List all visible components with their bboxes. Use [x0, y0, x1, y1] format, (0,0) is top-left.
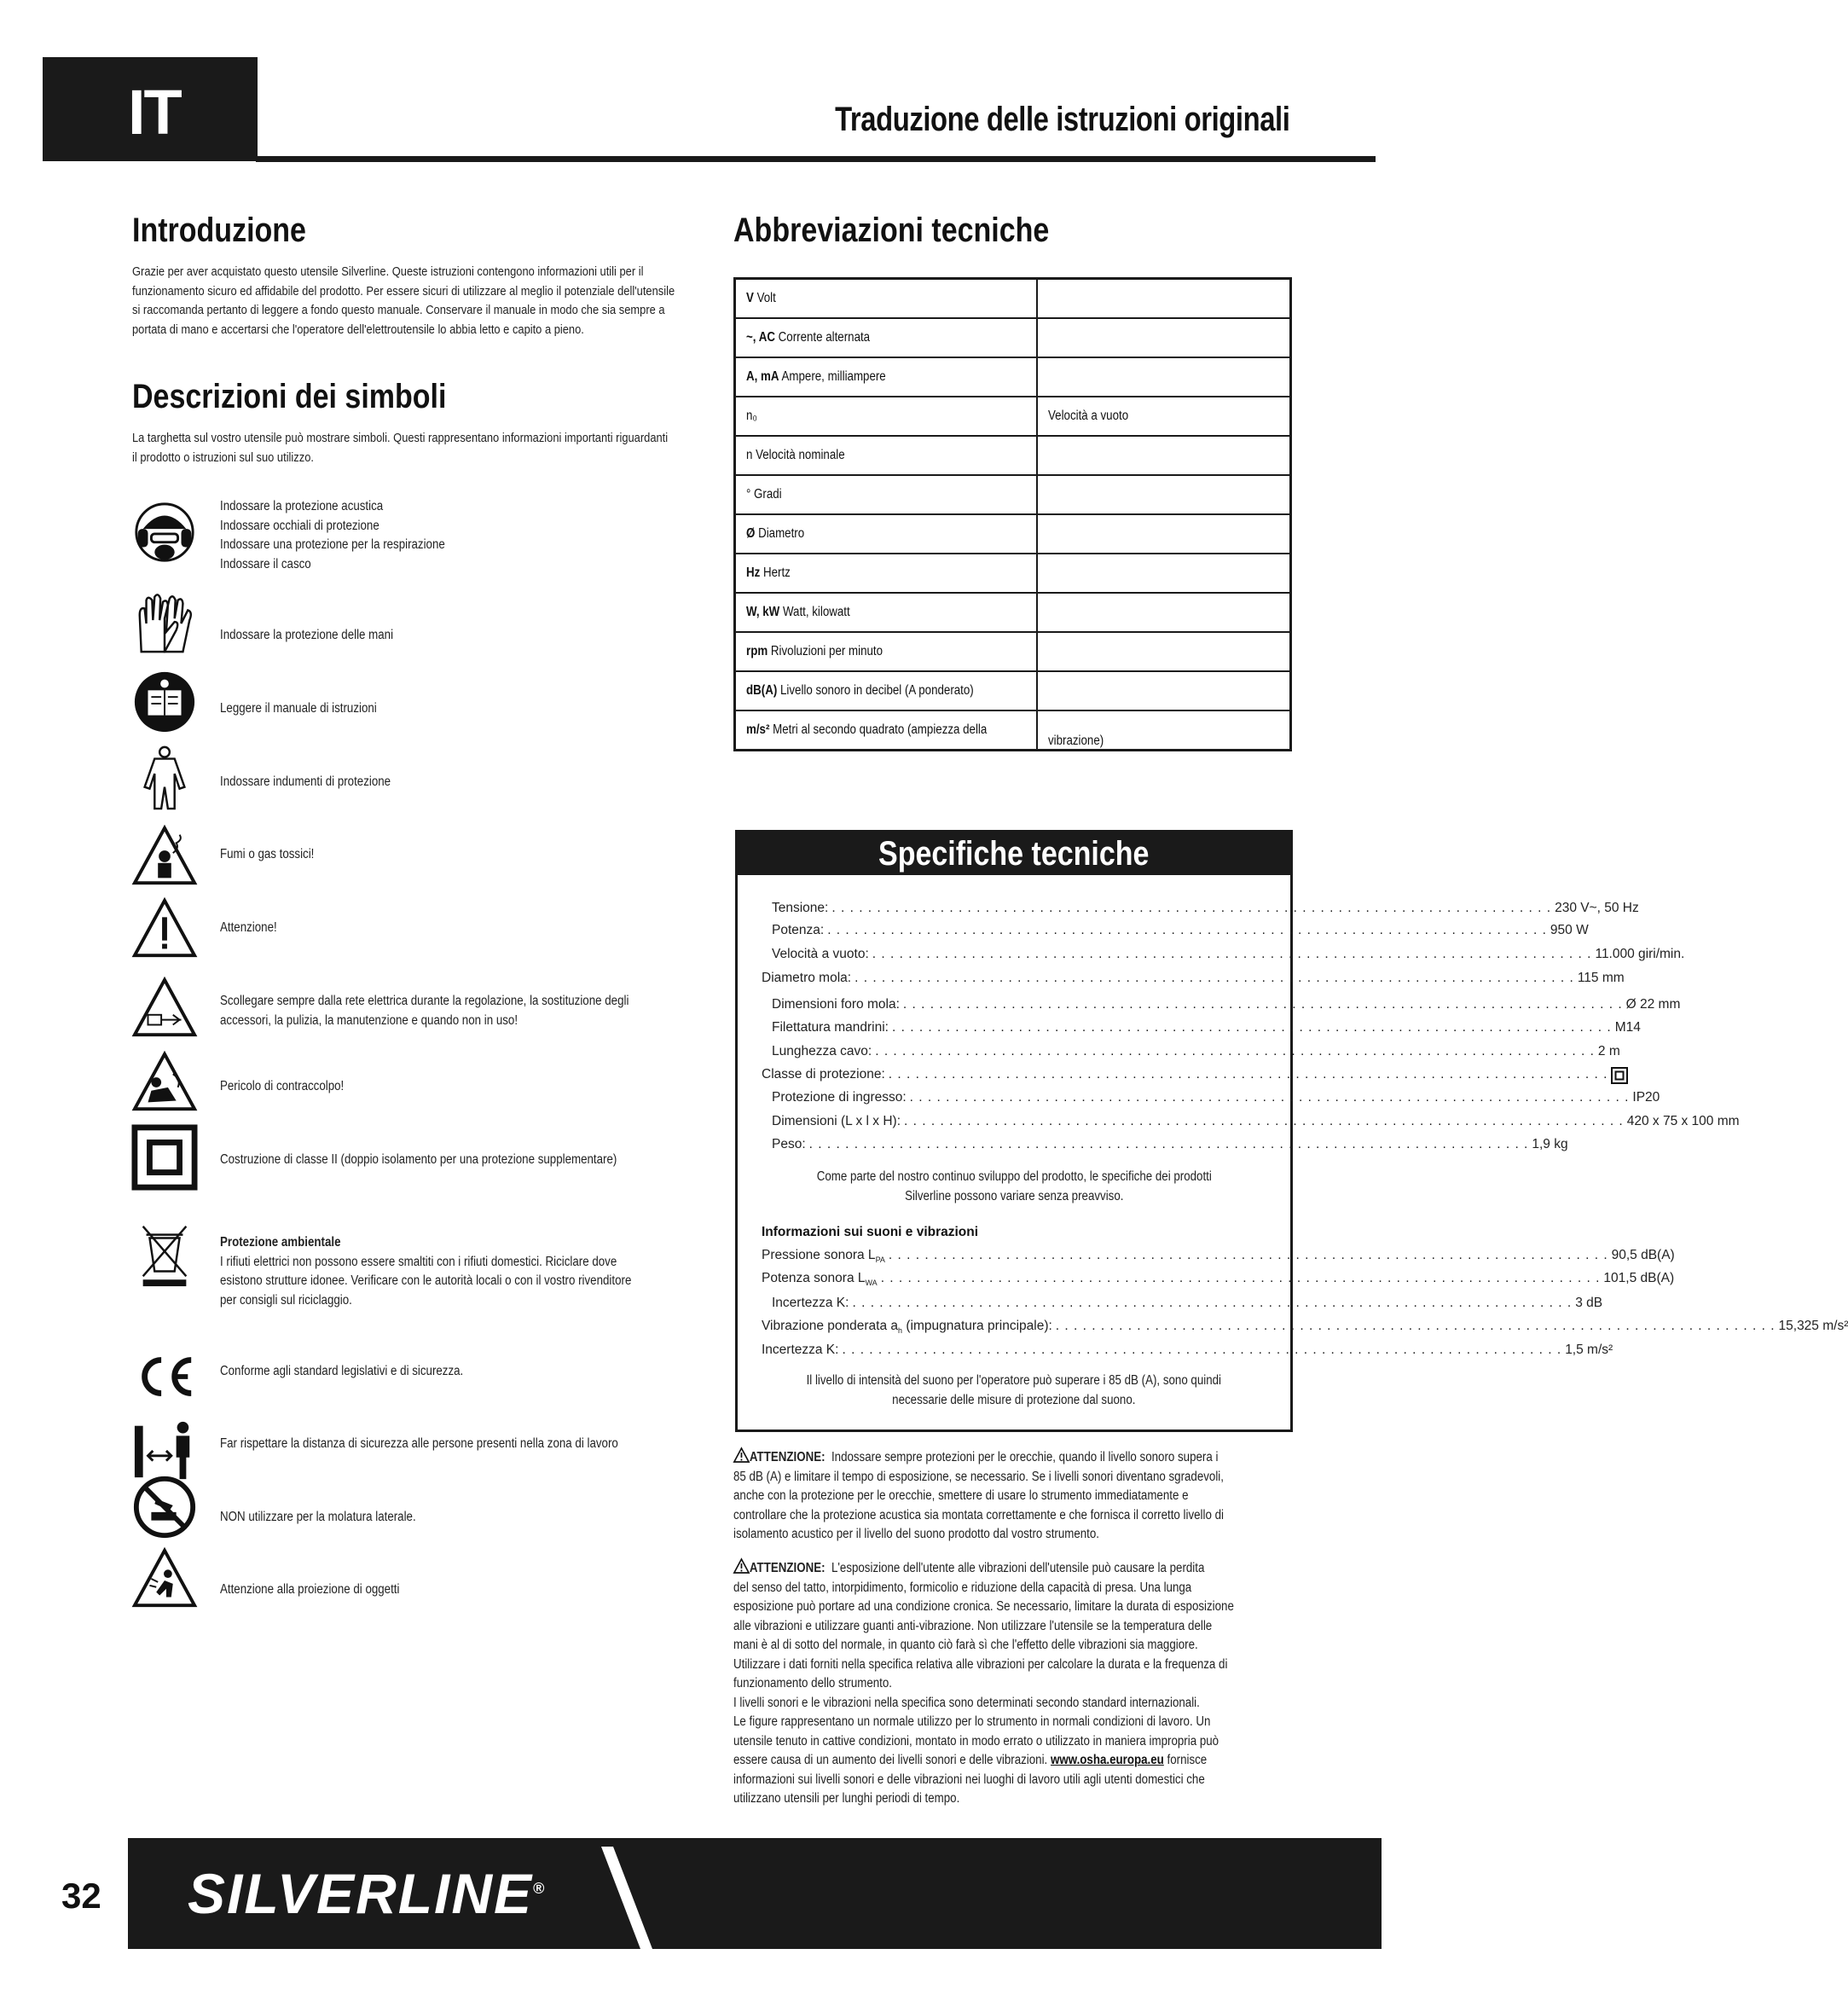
- warning-line: funzionamento dello strumento.: [733, 1676, 893, 1691]
- symbol-description: [220, 1362, 668, 1382]
- spec-label: Pressione sonora L: [762, 1248, 876, 1262]
- abbr-term: W, kW Watt, kilowatt: [735, 593, 1038, 632]
- abbr-meaning: [1037, 318, 1290, 357]
- footer-divider: [128, 1838, 135, 1949]
- spec-label-suffix: $_h$ (impugnatura principale):: [898, 1319, 1052, 1336]
- gloves-icon: [131, 590, 198, 657]
- abbr-term: m/s² Metri al secondo quadrato (ampiezza della: [735, 710, 1038, 751]
- abbr-meaning: [1037, 436, 1290, 475]
- intro-heading: Introduzione: [132, 212, 306, 249]
- silverline-logo: [188, 1861, 546, 1926]
- abbr-meaning: [1037, 279, 1290, 319]
- abbr-row: [735, 436, 1291, 475]
- abbr-meaning: [1037, 554, 1290, 593]
- symbol-line: Costruzione di classe II (doppio isolamento per una protezione supplementare): [220, 1152, 617, 1167]
- spec-label: Protezione di ingresso:: [772, 1090, 907, 1105]
- specs-box: [735, 830, 1848, 1432]
- leader-dots: . . . . . . . . . . . . . . . . . . . . . . . . . . . . . . . . . . . . . . . . . . . . . . . . . . . . . . . . . . . . . . . . . . . . . . . . . . . . . . . .: [875, 1044, 1595, 1058]
- abbr-row: [735, 318, 1291, 357]
- symbol-line: I rifiuti elettrici non possono essere smaltiti con i rifiuti domestici. Riciclare dove: [220, 1254, 617, 1269]
- spec-value: 15,325 m/s²: [1778, 1319, 1848, 1333]
- projection-icon: [131, 1546, 198, 1612]
- abbr-row: [735, 397, 1291, 436]
- spec-label: Incertezza K:: [772, 1296, 849, 1310]
- spec-row: [772, 1044, 1620, 1059]
- intro-text: Grazie per aver acquistato questo utensile Silverline. Queste istruzioni contengono informazioni utili per il funzionamento sicuro ed affidabile del prodotto. Per essere sicuri di utilizzare al meglio il potenziale dell'utensile si raccomanda pertanto di leggere a fondo questo manuale. Conservare il manuale in modo che sia sempre a portata di mano e accertarsi che l'operatore dell'elettroutensile lo abbia letto e capito a pieno.: [132, 264, 675, 337]
- spec-value: [1611, 1067, 1628, 1088]
- warning-line: informazioni sui livelli sonori e delle vibrazioni nei luoghi di lavoro utili agli utenti domestici che: [733, 1772, 1205, 1787]
- abbr-term: n₀: [735, 397, 1038, 436]
- abbr-meaning: [1037, 593, 1290, 632]
- leader-dots: . . . . . . . . . . . . . . . . . . . . . . . . . . . . . . . . . . . . . . . . . . . . . . . . . . . . . . . . . . . . . . . . . . . . . . . . . . . . . . . .: [891, 1020, 1612, 1035]
- abbr-meaning: [1037, 671, 1290, 710]
- logo-slash-graphic: [601, 1847, 669, 1949]
- spec-row: [772, 1296, 1603, 1311]
- abbr-row: [735, 632, 1291, 671]
- warning-triangle-icon: [733, 1558, 750, 1574]
- spec-value: 230 V~, 50 Hz: [1555, 901, 1639, 915]
- spec-row: [772, 1020, 1641, 1035]
- symbol-line: per consigli sul riciclaggio.: [220, 1292, 352, 1308]
- warning-label: ATTENZIONE:: [749, 1561, 826, 1575]
- abbr-term: V Volt: [735, 279, 1038, 319]
- symbol-description: [220, 919, 668, 938]
- spec-label: Classe di protezione:: [762, 1067, 885, 1082]
- page-number: 32: [61, 1876, 101, 1916]
- class-ii-icon: [1611, 1067, 1628, 1084]
- warning-line: Le figure rappresentano un normale utilizzo per lo strumento in normali condizioni di lavoro. Un: [733, 1714, 1211, 1729]
- spec-row: [772, 997, 1681, 1012]
- spec-value: 115 mm: [1577, 971, 1625, 985]
- abbr-term: Hz Hertz: [735, 554, 1038, 593]
- spec-value: IP20: [1632, 1090, 1660, 1105]
- spec-row: [772, 923, 1589, 938]
- leader-dots: . . . . . . . . . . . . . . . . . . . . . . . . . . . . . . . . . . . . . . . . . . . . . . . . . . . . . . . . . . . . . . . . . . . . . . . . . . . . . . . .: [831, 901, 1552, 915]
- abbr-meaning: [1037, 514, 1290, 554]
- symbol-description: [220, 1508, 668, 1528]
- warning-noise: [733, 1447, 1288, 1545]
- header-rule: [256, 156, 1376, 162]
- spec-value: 90,5 dB(A): [1611, 1248, 1675, 1262]
- spec-value: 1,9 kg: [1532, 1137, 1568, 1151]
- warning-line: esposizione può portare ad una condizione cronica. Se necessario, limitare la durata di esposizione: [733, 1599, 1234, 1614]
- symbol-line: Far rispettare la distanza di sicurezza alle persone presenti nella zona di lavoro: [220, 1436, 618, 1451]
- osha-link[interactable]: www.osha.europa.eu: [1050, 1753, 1164, 1767]
- abbr-meaning: Velocità a vuoto: [1037, 397, 1290, 436]
- spec-value: 1,5 m/s²: [1565, 1343, 1613, 1357]
- spec-label: Potenza sonora L: [762, 1271, 866, 1285]
- spec-label-suffix: [866, 1271, 878, 1287]
- warning-line: Utilizzare i dati forniti nella specifica relativa alle vibrazioni per calcolare la durata e la frequenza di: [733, 1656, 1228, 1672]
- spec-row: [762, 1319, 1848, 1336]
- logo-registered: ®: [533, 1880, 547, 1897]
- spec-label: Dimensioni foro mola:: [772, 997, 900, 1012]
- spec-label-suffix: [876, 1248, 885, 1264]
- symbol-line: Leggere il manuale di istruzioni: [220, 701, 377, 716]
- symbol-line: Pericolo di contraccolpo!: [220, 1079, 345, 1093]
- symbol-description: [220, 845, 668, 865]
- class-ii-icon: [131, 1124, 198, 1191]
- leader-dots: . . . . . . . . . . . . . . . . . . . . . . . . . . . . . . . . . . . . . . . . . . . . . . . . . . . . . . . . . . . . . . . . . . . . . . . . . . . . . . . .: [888, 1067, 1608, 1082]
- abbr-row: [735, 357, 1291, 397]
- language-code: IT: [128, 77, 181, 148]
- abbr-row: [735, 279, 1291, 319]
- ppe-head-icon: [131, 499, 198, 565]
- warning-line: ATTENZIONE: L'esposizione dell'utente alle vibrazioni dell'utensile può causare la perdita: [733, 1558, 1291, 1579]
- sound-heading: Informazioni sui suoni e vibrazioni: [762, 1225, 979, 1239]
- abbr-row: [735, 710, 1291, 751]
- specs-heading-bar: [738, 832, 1290, 875]
- spec-label: Peso:: [772, 1137, 806, 1151]
- abbreviations-table: [733, 277, 1292, 751]
- symbol-description: [220, 1151, 668, 1170]
- abbr-meaning: [1037, 475, 1290, 514]
- leader-dots: . . . . . . . . . . . . . . . . . . . . . . . . . . . . . . . . . . . . . . . . . . . . . . . . . . . . . . . . . . . . . . . . . . . . . . . . . . . . . . . .: [808, 1137, 1529, 1151]
- symbol-description: [220, 497, 668, 574]
- symbol-description: [220, 1077, 668, 1097]
- symbol-line: Indossare la protezione acustica: [220, 499, 384, 513]
- spec-label: Dimensioni (L x l x H):: [772, 1114, 901, 1128]
- no-side-grinding-icon: [131, 1474, 198, 1540]
- symbol-line: accessori, la pulizia, la manutenzione e quando non in uso!: [220, 1012, 518, 1028]
- symbol-line: Conforme agli standard legislativi e di sicurezza.: [220, 1364, 464, 1378]
- spec-value: 950 W: [1550, 923, 1589, 937]
- safe-distance-icon: [131, 1416, 198, 1482]
- page-number-box: [43, 1838, 131, 1949]
- spec-label: Velocità a vuoto:: [772, 947, 869, 961]
- spec-subscript: PA: [875, 1256, 885, 1265]
- spec-label: Diametro mola:: [762, 971, 852, 985]
- page-title: Traduzione delle istruzioni originali: [834, 101, 1289, 138]
- unplug-icon: [131, 975, 198, 1041]
- abbr-term: n Velocità nominale: [735, 436, 1038, 475]
- specs-note: Come parte del nostro continuo sviluppo del prodotto, le specifiche dei prodotti Silverline possono variare senza preavviso.: [816, 1169, 1212, 1203]
- language-badge: [43, 57, 258, 161]
- leader-dots: . . . . . . . . . . . . . . . . . . . . . . . . . . . . . . . . . . . . . . . . . . . . . . . . . . . . . . . . . . . . . . . . . . . . . . . . . . . . . . . .: [827, 923, 1547, 937]
- symbol-line: Indossare la protezione delle mani: [220, 628, 394, 642]
- warning-line: anche con la protezione per le orecchie, smettere di usare lo strumento immediatamente e: [733, 1488, 1189, 1503]
- abbr-term: ~, AC Corrente alternata: [735, 318, 1038, 357]
- symbol-line: Indossare indumenti di protezione: [220, 774, 391, 789]
- abbr-row: [735, 593, 1291, 632]
- abbr-heading: Abbreviazioni tecniche: [733, 212, 1050, 249]
- spec-label: Potenza:: [772, 923, 825, 937]
- spec-value: 11.000 giri/min.: [1595, 947, 1685, 961]
- specs-heading: Specifiche tecniche: [878, 835, 1150, 873]
- spec-label: Tensione:: [772, 901, 829, 915]
- warning-line: I livelli sonori e le vibrazioni nella specifica sono determinati secondo standard internazionali.: [733, 1695, 1200, 1710]
- spec-value: 101,5 dB(A): [1603, 1271, 1675, 1285]
- warning-line: del senso del tatto, intorpidimento, formicolio e riduzione della capacità di presa. Una lunga: [733, 1580, 1192, 1595]
- spec-row: [762, 1343, 1613, 1358]
- warning-line: essere causa di un aumento dei livelli sonori e delle vibrazioni. www.osha.europa.eu fornisce: [733, 1753, 1208, 1767]
- abbr-term: A, mA Ampere, milliampere: [735, 357, 1038, 397]
- spec-value: 2 m: [1597, 1044, 1620, 1058]
- warning-line: alle vibrazioni e utilizzare guanti anti-vibrazione. Non utilizzare l'utensile se la temperatura delle: [733, 1618, 1213, 1633]
- symbol-description: [220, 626, 668, 646]
- leader-dots: . . . . . . . . . . . . . . . . . . . . . . . . . . . . . . . . . . . . . . . . . . . . . . . . . . . . . . . . . . . . . . . . . . . . . . . . . . . . . . . .: [872, 947, 1592, 961]
- symbol-description: [220, 1580, 668, 1600]
- read-manual-icon: [131, 669, 198, 735]
- warning-line: controllare che la protezione acustica sia montata correttamente e che fornisca il corretto livello di: [733, 1507, 1224, 1522]
- abbr-term: dB(A) Livello sonoro in decibel (A ponderato): [735, 671, 1038, 710]
- symbol-description: [220, 992, 668, 1030]
- abbr-meaning: [1037, 357, 1290, 397]
- symbol-description: [220, 773, 668, 792]
- warning-line: ATTENZIONE: Indossare sempre protezioni per le orecchie, quando il livello sonoro supera i: [733, 1447, 1291, 1468]
- abbr-row: [735, 554, 1291, 593]
- warning-triangle-icon: [733, 1447, 750, 1463]
- leader-dots: . . . . . . . . . . . . . . . . . . . . . . . . . . . . . . . . . . . . . . . . . . . . . . . . . . . . . . . . . . . . . . . . . . . . . . . . . . . . . . . .: [909, 1090, 1630, 1105]
- spec-row: [762, 1271, 1675, 1288]
- leader-dots: . . . . . . . . . . . . . . . . . . . . . . . . . . . . . . . . . . . . . . . . . . . . . . . . . . . . . . . . . . . . . . . . . . . . . . . . . . . . . . . .: [904, 1114, 1624, 1128]
- spec-label: Incertezza K:: [762, 1343, 839, 1357]
- warning-icon: [131, 896, 198, 962]
- leader-dots: . . . . . . . . . . . . . . . . . . . . . . . . . . . . . . . . . . . . . . . . . . . . . . . . . . . . . . . . . . . . . . . . . . . . . . . . . . . . . . . .: [852, 1296, 1573, 1310]
- spec-row: [762, 1067, 1608, 1088]
- weee-bin-icon: [131, 1221, 198, 1288]
- warning-line: utilizzano utensili per lunghi periodi di tempo.: [733, 1791, 960, 1806]
- abbr-row: [735, 671, 1291, 710]
- abbr-row: [735, 514, 1291, 554]
- abbr-meaning: vibrazione): [1037, 710, 1290, 751]
- symbol-line: Attenzione alla proiezione di oggetti: [220, 1582, 400, 1597]
- spec-value: Ø 22 mm: [1625, 997, 1681, 1012]
- abbr-row: [735, 475, 1291, 514]
- spec-label: Lunghezza cavo:: [772, 1044, 872, 1058]
- abbr-meaning: [1037, 632, 1290, 671]
- symbols-intro: La targhetta sul vostro utensile può mostrare simboli. Questi rappresentano informazioni importanti riguardanti il prodotto o istruzioni sul suo utilizzo.: [132, 431, 669, 465]
- logo-text: SILVERLINE: [188, 1862, 534, 1925]
- symbols-heading: Descrizioni dei simboli: [132, 378, 447, 415]
- warning-line: mani è al di sotto del normale, in quanto ciò farà sì che l'effetto delle vibrazioni sia maggiore.: [733, 1638, 1198, 1652]
- leader-dots: . . . . . . . . . . . . . . . . . . . . . . . . . . . . . . . . . . . . . . . . . . . . . . . . . . . . . . . . . . . . . . . . . . . . . . . . . . . . . . . .: [902, 997, 1623, 1012]
- spec-value: 3 dB: [1575, 1296, 1603, 1310]
- symbol-description: [220, 1233, 668, 1310]
- symbol-line: Fumi o gas tossici!: [220, 847, 315, 861]
- spec-row: [762, 1248, 1675, 1265]
- spec-subscript: WA: [865, 1279, 878, 1288]
- spec-row: [772, 901, 1639, 916]
- spec-value: 420 x 75 x 100 mm: [1626, 1114, 1740, 1128]
- spec-row: [772, 947, 1685, 962]
- abbr-term: Ø Diametro: [735, 514, 1038, 554]
- symbol-line: NON utilizzare per la molatura laterale.: [220, 1510, 416, 1524]
- abbr-term: rpm Rivoluzioni per minuto: [735, 632, 1038, 671]
- spec-row: [762, 971, 1625, 986]
- warning-vibration: [733, 1558, 1288, 1809]
- symbol-description: [220, 1435, 668, 1454]
- symbol-title: Protezione ambientale: [220, 1235, 341, 1250]
- ce-mark-icon: [131, 1343, 198, 1410]
- protective-clothing-icon: [131, 744, 198, 810]
- sound-note: Il livello di intensità del suono per l'operatore può superare i 85 dB (A), sono quindi necessarie delle misure di protezione dal suono.: [806, 1373, 1222, 1407]
- spec-value: M14: [1614, 1020, 1641, 1035]
- leader-dots: . . . . . . . . . . . . . . . . . . . . . . . . . . . . . . . . . . . . . . . . . . . . . . . . . . . . . . . . . . . . . . . . . . . . . . . . . . . . . . . .: [888, 1248, 1608, 1262]
- leader-dots: . . . . . . . . . . . . . . . . . . . . . . . . . . . . . . . . . . . . . . . . . . . . . . . . . . . . . . . . . . . . . . . . . . . . . . . . . . . . . . . .: [880, 1271, 1601, 1285]
- kickback-icon: [131, 1049, 198, 1116]
- leader-dots: . . . . . . . . . . . . . . . . . . . . . . . . . . . . . . . . . . . . . . . . . . . . . . . . . . . . . . . . . . . . . . . . . . . . . . . . . . . . . . . .: [842, 1343, 1562, 1357]
- symbol-line: Scollegare sempre dalla rete elettrica durante la regolazione, la sostituzione degli: [220, 994, 629, 1008]
- leader-dots: . . . . . . . . . . . . . . . . . . . . . . . . . . . . . . . . . . . . . . . . . . . . . . . . . . . . . . . . . . . . . . . . . . . . . . . . . . . . . . . .: [854, 971, 1574, 985]
- spec-row: [772, 1137, 1568, 1152]
- symbol-line: Indossare una protezione per la respirazione: [220, 537, 445, 552]
- symbol-line: Attenzione!: [220, 920, 277, 935]
- spec-label: Filettatura mandrini:: [772, 1020, 889, 1035]
- symbol-line: esistono strutture idonee. Verificare con le autorità locali o con il vostro rivenditore: [220, 1273, 632, 1288]
- symbol-line: Indossare occhiali di protezione: [220, 518, 379, 533]
- warning-line: utensile tenuto in cattive condizioni, montato in modo errato o utilizzato in maniera impropria può: [733, 1733, 1219, 1749]
- warning-line: isolamento acustico per il livello del suono prodotto dal vostro strumento.: [733, 1527, 1100, 1541]
- spec-row: [772, 1114, 1740, 1129]
- symbol-line: Indossare il casco: [220, 556, 311, 571]
- warning-label: ATTENZIONE:: [749, 1450, 826, 1464]
- symbol-description: [220, 699, 668, 719]
- spec-label: Vibrazione ponderata a: [762, 1319, 899, 1333]
- warning-line: 85 dB (A) e limitare il tempo di esposizione, se necessario. Se i livelli sonori diventano sgradevoli,: [733, 1469, 1224, 1484]
- spec-row: [772, 1090, 1660, 1105]
- abbr-term: ° Gradi: [735, 475, 1038, 514]
- toxic-fumes-icon: [131, 823, 198, 890]
- leader-dots: . . . . . . . . . . . . . . . . . . . . . . . . . . . . . . . . . . . . . . . . . . . . . . . . . . . . . . . . . . . . . . . . . . . . . . . . . . . . . . . .: [1055, 1319, 1776, 1333]
- spec-subscript: h: [898, 1326, 903, 1336]
